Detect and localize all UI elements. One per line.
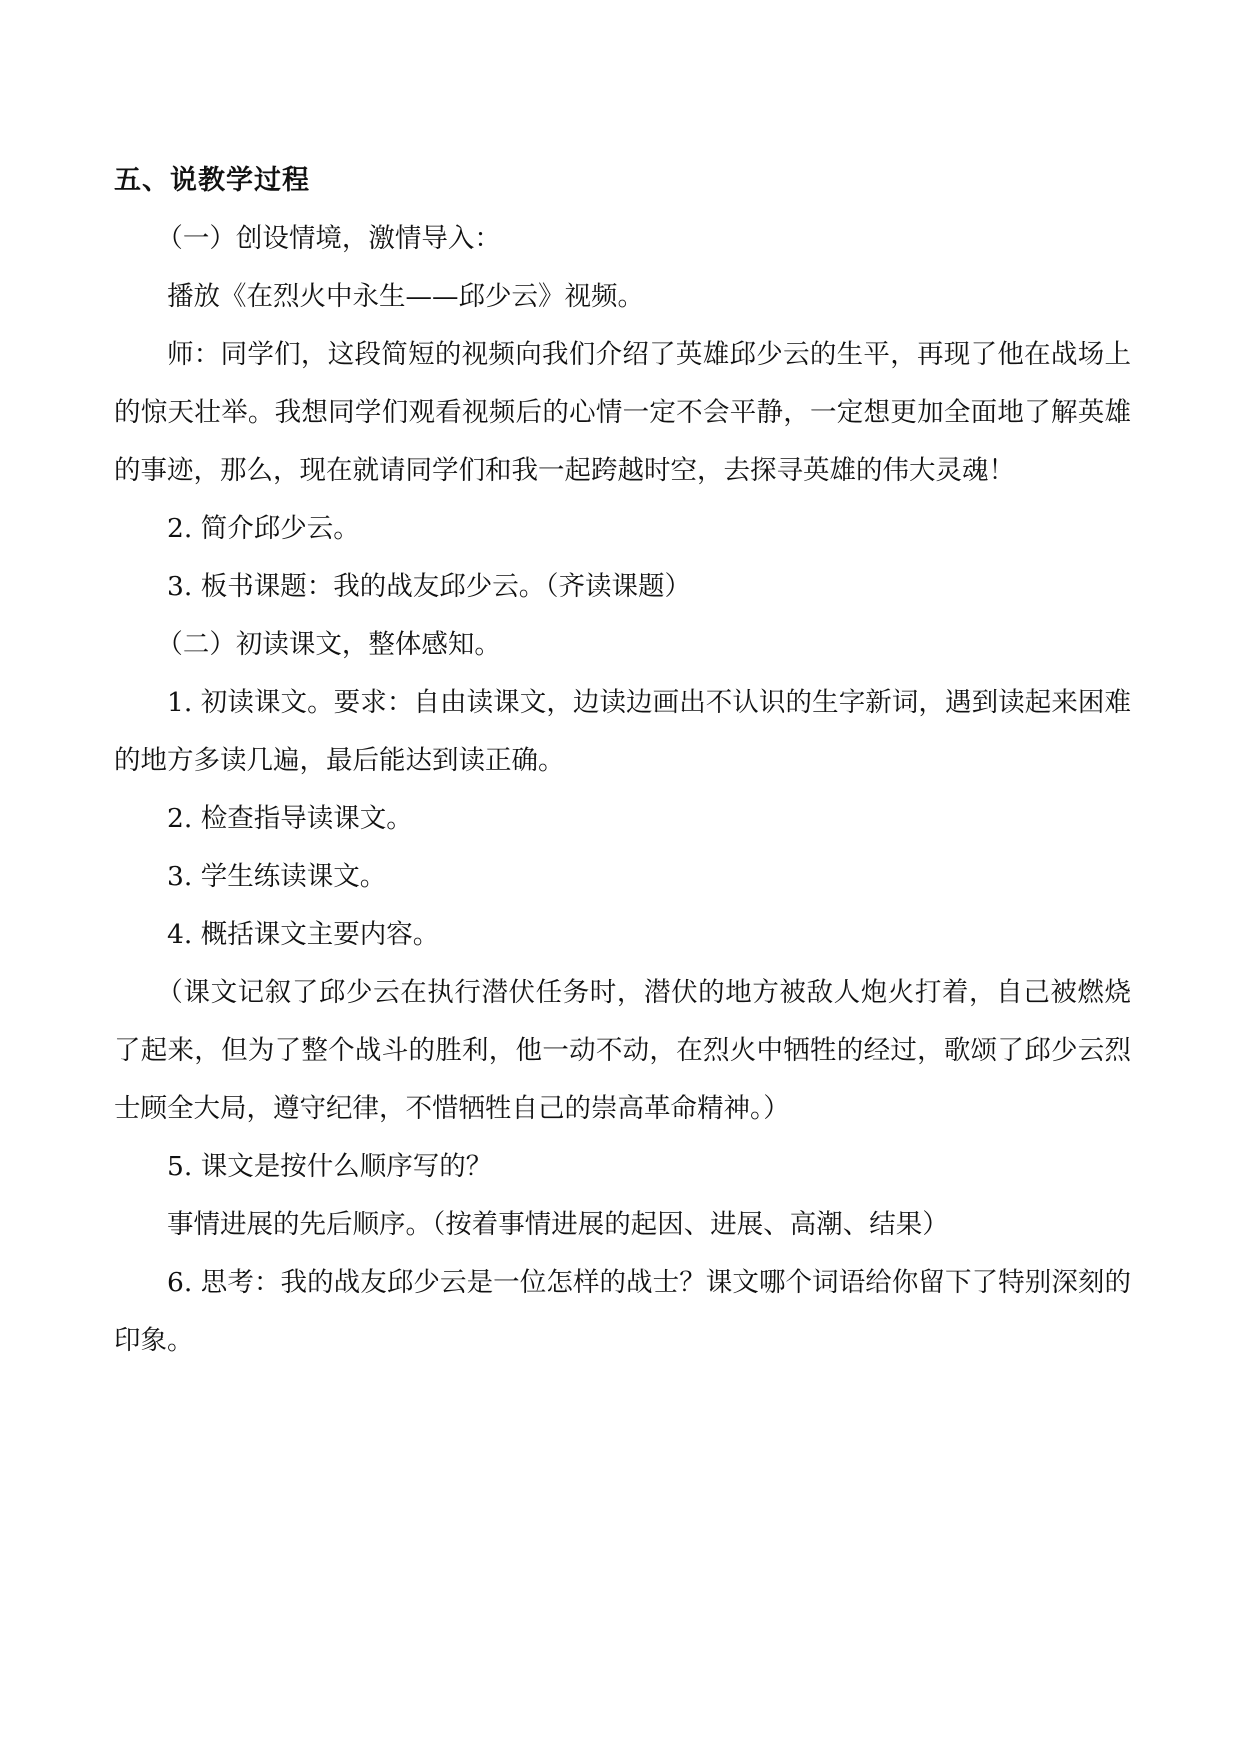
paragraph-teacher-intro: 师：同学们，这段简短的视频向我们介绍了英雄邱少云的生平，再现了他在战场上的惊天壮举。我想同学们观看视频后的心情一定不会平静，一定想更加全面地了解英雄的事迹，那么，现在就请同学们和我一起跨越时空，去探寻英雄的伟大灵魂！ <box>114 339 1131 486</box>
paragraph-step-3: 3. 板书课题：我的战友邱少云。（齐读课题） <box>167 571 691 602</box>
paragraph-read-step-6: 6. 思考：我的战友邱少云是一位怎样的战士？课文哪个词语给你留下了特别深刻的印象。 <box>114 1267 1131 1356</box>
paragraph-read-step-1: 1. 初读课文。要求：自由读课文，边读边画出不认识的生字新词，遇到读起来困难的地方多读几遍，最后能达到读正确。 <box>114 687 1131 776</box>
paragraph-step-2: 2. 简介邱少云。 <box>167 513 360 544</box>
paragraph-summary: （课文记叙了邱少云在执行潜伏任务时，潜伏的地方被敌人炮火打着，自己被燃烧了起来，但为了整个战斗的胜利，他一动不动，在烈火中牺牲的经过，歌颂了邱少云烈士顾全大局，遵守纪律，不惜牺牲自己的崇高革命精神。） <box>114 977 1131 1124</box>
paragraph-read-step-4: 4. 概括课文主要内容。 <box>167 919 440 950</box>
paragraph-order-answer: 事情进展的先后顺序。（按着事情进展的起因、进展、高潮、结果） <box>167 1209 949 1240</box>
paragraph-read-step-2: 2. 检查指导读课文。 <box>167 803 413 834</box>
subsection-heading-2: （二）初读课文，整体感知。 <box>156 629 501 660</box>
paragraph-read-step-5: 5. 课文是按什么顺序写的？ <box>167 1151 493 1182</box>
paragraph-read-step-3: 3. 学生练读课文。 <box>167 861 387 892</box>
paragraph-video: 播放《在烈火中永生——邱少云》视频。 <box>167 281 644 312</box>
section-heading: 五、说教学过程 <box>114 165 310 196</box>
subsection-heading-1: （一）创设情境，激情导入： <box>156 223 501 254</box>
